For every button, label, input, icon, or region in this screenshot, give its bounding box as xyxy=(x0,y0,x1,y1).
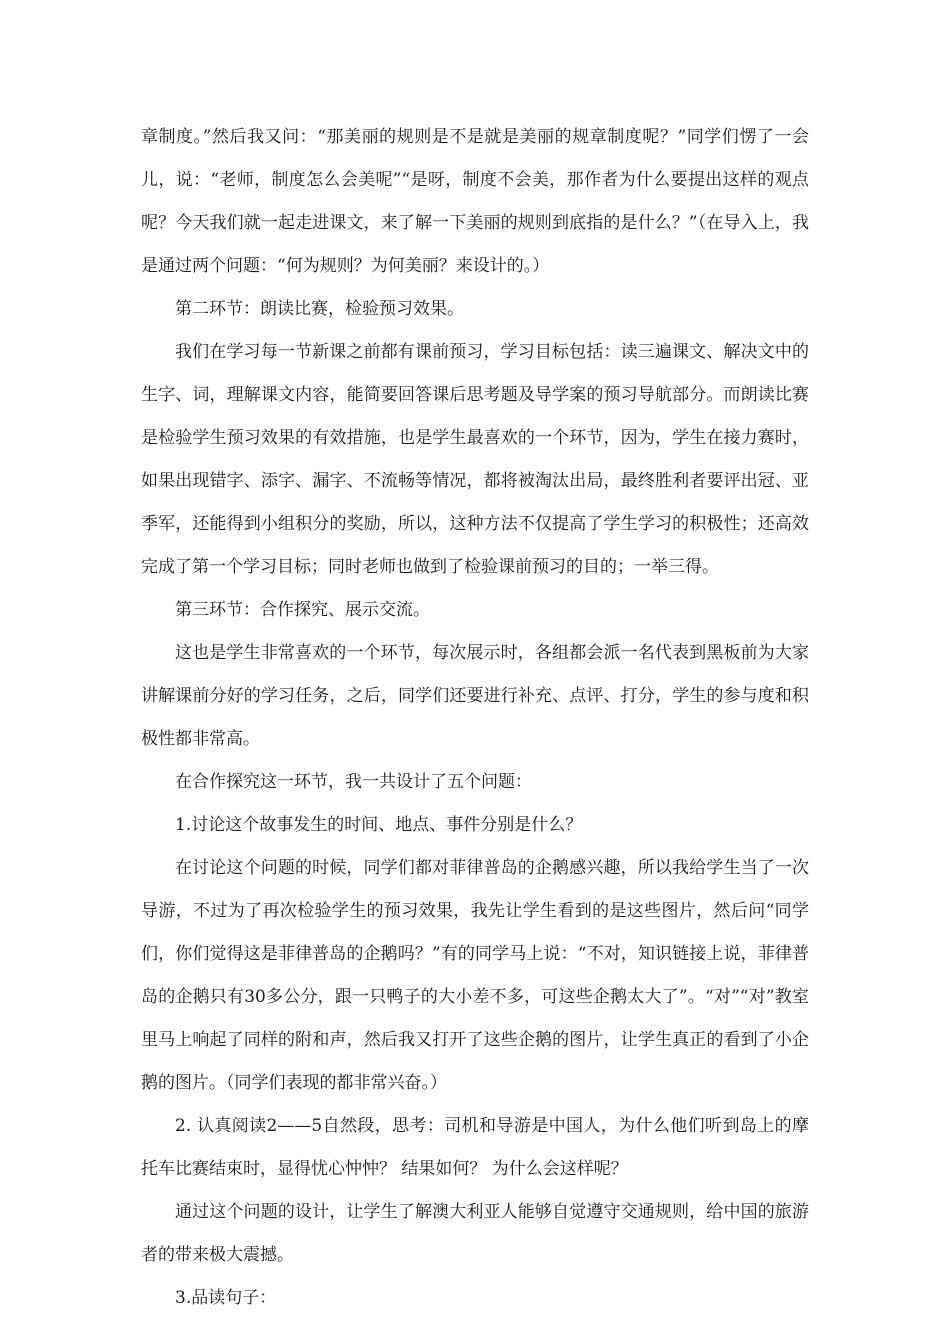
paragraph-intro-continuation: 章制度。”然后我又问：“那美丽的规则是不是就是美丽的规章制度呢？”同学们愣了一会儿，说：“老师，制度怎么会美呢”“是呀，制度不会美，那作者为什么要提出这样的观点呢？今天我们就一起走进课文，来了解一下美丽的规则到底指的是什么？”（在导入上，我是通过两个问题：“何为规则？为何美丽？来设计的。） xyxy=(141,127,809,276)
paragraph-group-presentation: 这也是学生非常喜欢的一个环节，每次展示时，各组都会派一名代表到黑板前为大家讲解课前分好的学习任务，之后，同学们还要进行补充、点评、打分，学生的参与度和积极性都非常高。 xyxy=(141,643,809,749)
section-heading-second-step: 第二环节：朗读比赛，检验预习效果。 xyxy=(175,299,464,319)
paragraph-penguin-discussion: 在讨论这个问题的时候，同学们都对菲律普岛的企鹅感兴趣，所以我给学生当了一次导游，不过为了再次检验学生的预习效果，我先让学生看到的是这些图片，然后问“同学们，你们觉得这是菲律普岛的企鹅吗？”有的同学马上说：“不对，知识链接上说，菲律普岛的企鹅只有30多公分，跟一只鸭子的大小差不多，可这些企鹅太大了”。“对”“对”教室里马上响起了同样的附和声，然后我又打开了这些企鹅的图片，让学生真正的看到了小企鹅的图片。（同学们表现的都非常兴奋。） xyxy=(141,858,809,1093)
question-item-1: 1.讨论这个故事发生的时间、地点、事件分别是什么？ xyxy=(175,815,583,835)
paragraph-traffic-rules: 通过这个问题的设计，让学生了解澳大利亚人能够自觉遵守交通规则，给中国的旅游者的带来极大震撼。 xyxy=(141,1202,809,1265)
paragraph-reading-contest: 我们在学习每一节新课之前都有课前预习，学习目标包括：读三遍课文、解决文中的生字、词，理解课文内容，能简要回答课后思考题及导学案的预习导航部分。而朗读比赛是检验学生预习效果的有效措施，也是学生最喜欢的一个环节，因为，学生在接力赛时，如果出现错字、添字、漏字、不流畅等情况，都将被淘汰出局，最终胜利者要评出冠、亚季军，还能得到小组积分的奖励，所以，这种方法不仅提高了学生学习的积极性；还高效完成了第一个学习目标；同时老师也做到了检验课前预习的目的；一举三得。 xyxy=(141,342,809,577)
section-heading-third-step: 第三环节：合作探究、展示交流。 xyxy=(175,600,430,620)
paragraph-five-questions: 在合作探究这一环节，我一共设计了五个问题： xyxy=(175,772,532,792)
question-item-3: 3.品读句子： xyxy=(175,1288,277,1308)
question-item-2: 2. 认真阅读2——5自然段，思考：司机和导游是中国人，为什么他们听到岛上的摩托车比赛结束时，显得忧心忡忡？ 结果如何？ 为什么会这样呢？ xyxy=(141,1116,809,1179)
document-body xyxy=(141,116,809,1320)
